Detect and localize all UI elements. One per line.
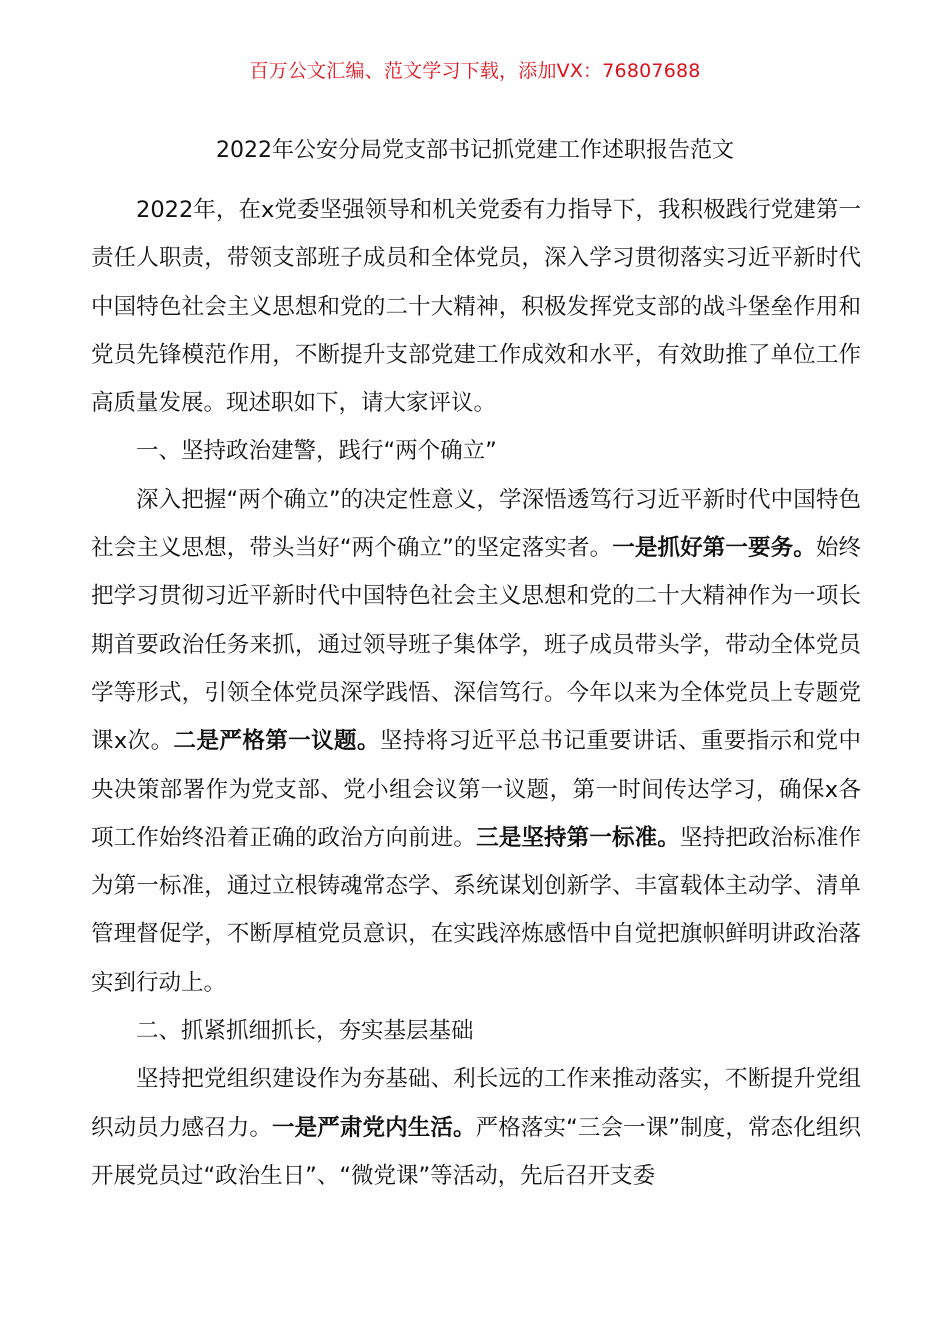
section1-text-c: 坚持将习近平总书记重要讲话、重要指示和党中央决策部署作为党支部、党小组会议第一议题，第一时间传达学习，确保x各项工作始终沿着正确的政治方向前进。 xyxy=(91,728,861,851)
section2-text-b: 严格落实“三会一课”制度，常态化组织开展党员过“政治生日”、“微党课”等活动，先后召开支委 xyxy=(91,1114,861,1189)
section1-point-3: 三是坚持第一标准。 xyxy=(476,824,680,851)
watermark-header: 百万公文汇编、范文学习下载，添加VX：76807688 xyxy=(249,60,701,82)
document-body xyxy=(91,186,861,1200)
section1-point-1: 一是抓好第一要务。 xyxy=(612,535,816,562)
section2-text-a: 坚持把党组织建设作为夯基础、利长远的工作来推动落实，不断提升党组织动员力感召力。 xyxy=(91,1066,861,1141)
section1-text-b: 始终把学习贯彻习近平新时代中国特色社会主义思想和党的二十大精神作为一项长期首要政治任务来抓，通过领导班子集体学，班子成员带头学，带动全体党员学等形式，引领全体党员深学践悟、深信笃行。今年以来为全体党员上专题党课x次。 xyxy=(91,535,861,755)
section2-paragraph xyxy=(91,1055,861,1200)
section2-point-1: 一是严肃党内生活。 xyxy=(271,1114,476,1141)
document-title: 2022年公安分局党支部书记抓党建工作述职报告范文 xyxy=(216,138,734,163)
section1-text-a: 深入把握“两个确立”的决定性意义，学深悟透笃行习近平新时代中国特色社会主义思想，带头当好“两个确立”的坚定落实者。 xyxy=(91,486,861,562)
section1-text-d: 坚持把政治标准作为第一标准，通过立根铸魂常态学、系统谋划创新学、丰富载体主动学、清单管理督促学，不断厚植党员意识，在实践淬炼感悟中自觉把旗帜鲜明讲政治落实到行动上。 xyxy=(91,824,861,996)
section2-heading: 二、抓紧抓细抓长，夯实基层基础 xyxy=(136,1018,474,1045)
section1-paragraph xyxy=(91,476,861,1007)
section1-point-2: 二是严格第一议题。 xyxy=(173,728,380,755)
intro-paragraph: 2022年，在x党委坚强领导和机关党委有力指导下，我积极践行党建第一责任人职责，带领支部班子成员和全体党员，深入学习贯彻落实习近平新时代中国特色社会主义思想和党的二十大精神，积极发挥党支部的战斗堡垒作用和党员先锋模范作用，不断提升支部党建工作成效和水平，有效助推了单位工作高质量发展。现述职如下，请大家评议。 xyxy=(91,197,861,417)
section1-heading: 一、坚持政治建警，践行“两个确立” xyxy=(136,438,497,465)
